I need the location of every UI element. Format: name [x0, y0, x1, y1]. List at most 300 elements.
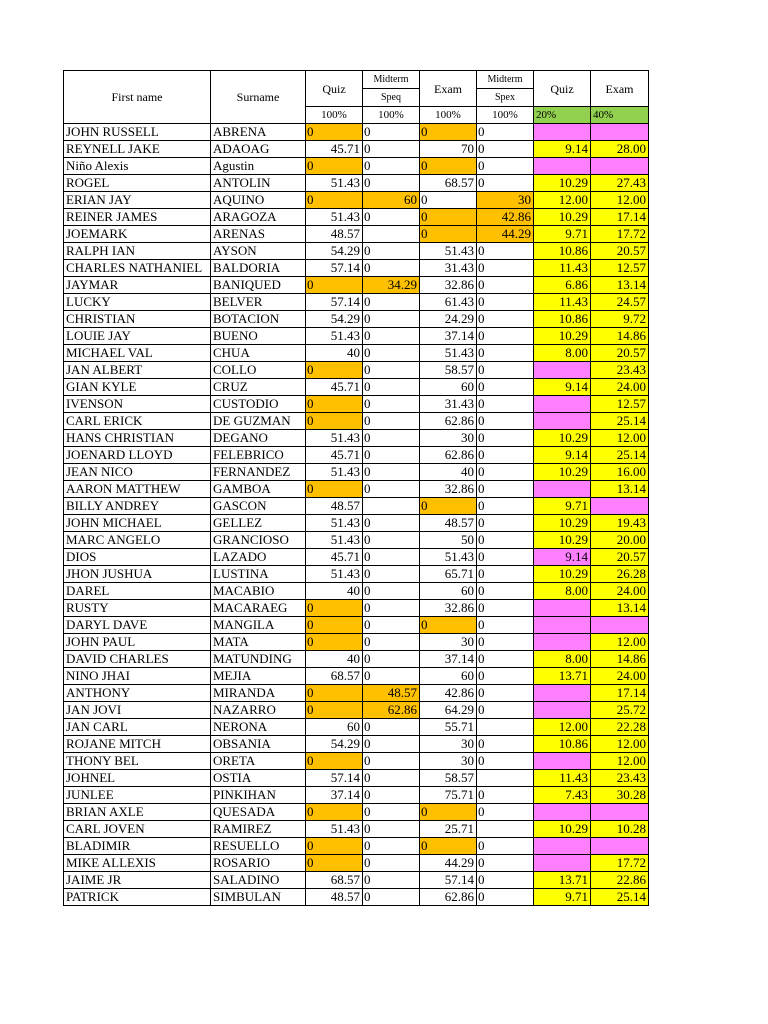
cell-quiz: 48.57	[306, 889, 363, 906]
cell-quiz: 0	[306, 634, 363, 651]
cell-midterm-spex: 30	[477, 192, 534, 209]
cell-exam: 65.71	[420, 566, 477, 583]
cell-quiz: 48.57	[306, 498, 363, 515]
cell-exam: 0	[420, 804, 477, 821]
cell-quiz: 0	[306, 413, 363, 430]
cell-midterm-speq: 48.57	[363, 685, 420, 702]
cell-surname: BELVER	[211, 294, 306, 311]
cell-exam: 62.86	[420, 413, 477, 430]
cell-exam-weighted: 13.14	[591, 600, 649, 617]
cell-midterm-speq: 0	[363, 430, 420, 447]
cell-midterm-speq: 0	[363, 175, 420, 192]
header-midterm-spex-bottom: Spex	[495, 92, 515, 103]
cell-midterm-spex: 0	[477, 413, 534, 430]
cell-surname: Agustin	[211, 158, 306, 175]
cell-first-name: PATRICK	[64, 889, 211, 906]
cell-quiz: 40	[306, 583, 363, 600]
cell-midterm-speq	[363, 498, 420, 515]
cell-midterm-spex: 0	[477, 430, 534, 447]
cell-quiz: 0	[306, 753, 363, 770]
cell-surname: GAMBOA	[211, 481, 306, 498]
cell-midterm-speq: 0	[363, 379, 420, 396]
cell-exam: 44.29	[420, 855, 477, 872]
cell-quiz-weighted	[534, 804, 591, 821]
cell-first-name: JEAN NICO	[64, 464, 211, 481]
cell-first-name: GIAN KYLE	[64, 379, 211, 396]
cell-midterm-speq: 0	[363, 209, 420, 226]
cell-quiz-weighted: 10.29	[534, 532, 591, 549]
table-row	[64, 804, 649, 821]
table-row	[64, 362, 649, 379]
table-row	[64, 651, 649, 668]
cell-first-name: JAN JOVI	[64, 702, 211, 719]
cell-first-name: IVENSON	[64, 396, 211, 413]
cell-midterm-spex: 0	[477, 566, 534, 583]
cell-quiz: 51.43	[306, 515, 363, 532]
cell-quiz-weighted: 9.14	[534, 379, 591, 396]
cell-quiz-weighted: 12.00	[534, 192, 591, 209]
cell-surname: LUSTINA	[211, 566, 306, 583]
table-row	[64, 889, 649, 906]
cell-quiz: 0	[306, 702, 363, 719]
cell-exam: 50	[420, 532, 477, 549]
table-row	[64, 668, 649, 685]
cell-quiz-weighted: 10.29	[534, 209, 591, 226]
cell-midterm-spex: 0	[477, 158, 534, 175]
cell-quiz-weighted: 10.29	[534, 821, 591, 838]
cell-surname: ARAGOZA	[211, 209, 306, 226]
table-row	[64, 515, 649, 532]
header-midterm-spex-top: Midterm	[477, 71, 533, 89]
cell-exam-weighted: 28.00	[591, 141, 649, 158]
cell-midterm-spex: 0	[477, 175, 534, 192]
table-row	[64, 124, 649, 141]
cell-midterm-speq: 62.86	[363, 702, 420, 719]
cell-surname: ADAOAG	[211, 141, 306, 158]
cell-midterm-speq: 60	[363, 192, 420, 209]
cell-midterm-spex: 0	[477, 838, 534, 855]
cell-quiz-weighted: 13.71	[534, 668, 591, 685]
cell-quiz: 68.57	[306, 668, 363, 685]
cell-exam: 51.43	[420, 345, 477, 362]
cell-midterm-spex: 0	[477, 753, 534, 770]
cell-exam: 25.71	[420, 821, 477, 838]
cell-surname: ABRENA	[211, 124, 306, 141]
header-midterm-speq	[363, 71, 420, 107]
table-row	[64, 719, 649, 736]
cell-exam: 60	[420, 379, 477, 396]
table-row	[64, 141, 649, 158]
cell-exam-weighted: 24.57	[591, 294, 649, 311]
table-row	[64, 617, 649, 634]
cell-quiz-weighted	[534, 685, 591, 702]
cell-quiz: 0	[306, 617, 363, 634]
cell-exam-weighted: 12.00	[591, 192, 649, 209]
cell-quiz-weighted: 13.71	[534, 872, 591, 889]
cell-first-name: BRIAN AXLE	[64, 804, 211, 821]
cell-exam-weighted: 12.57	[591, 260, 649, 277]
cell-exam: 0	[420, 617, 477, 634]
cell-exam: 31.43	[420, 396, 477, 413]
cell-quiz: 54.29	[306, 736, 363, 753]
cell-quiz: 0	[306, 192, 363, 209]
cell-first-name: JOENARD LLOYD	[64, 447, 211, 464]
cell-surname: GELLEZ	[211, 515, 306, 532]
cell-midterm-spex: 0	[477, 855, 534, 872]
cell-quiz-weighted: 8.00	[534, 345, 591, 362]
cell-quiz-weighted	[534, 396, 591, 413]
cell-exam-weighted	[591, 838, 649, 855]
cell-quiz-weighted: 12.00	[534, 719, 591, 736]
cell-first-name: JAN ALBERT	[64, 362, 211, 379]
cell-midterm-speq: 0	[363, 311, 420, 328]
cell-first-name: DAVID CHARLES	[64, 651, 211, 668]
cell-first-name: JAYMAR	[64, 277, 211, 294]
cell-surname: BOTACION	[211, 311, 306, 328]
cell-surname: BUENO	[211, 328, 306, 345]
cell-midterm-spex	[477, 719, 534, 736]
table-row	[64, 311, 649, 328]
cell-midterm-speq: 0	[363, 328, 420, 345]
cell-first-name: JAIME JR	[64, 872, 211, 889]
header-midterm-spex	[477, 71, 534, 107]
cell-quiz-weighted: 10.29	[534, 566, 591, 583]
table-row	[64, 379, 649, 396]
pct-quiz-weighted: 20%	[534, 107, 591, 124]
cell-first-name: MIKE ALLEXIS	[64, 855, 211, 872]
table-row	[64, 498, 649, 515]
cell-exam-weighted: 12.57	[591, 396, 649, 413]
cell-exam: 48.57	[420, 515, 477, 532]
cell-midterm-spex: 0	[477, 617, 534, 634]
cell-midterm-speq: 0	[363, 719, 420, 736]
table-row	[64, 294, 649, 311]
cell-quiz-weighted: 8.00	[534, 651, 591, 668]
cell-exam: 51.43	[420, 243, 477, 260]
cell-midterm-spex	[477, 821, 534, 838]
cell-quiz-weighted	[534, 413, 591, 430]
cell-midterm-speq: 0	[363, 770, 420, 787]
cell-first-name: JHON JUSHUA	[64, 566, 211, 583]
cell-midterm-spex: 0	[477, 668, 534, 685]
cell-quiz-weighted: 10.29	[534, 464, 591, 481]
cell-surname: COLLO	[211, 362, 306, 379]
cell-midterm-speq: 34.29	[363, 277, 420, 294]
cell-exam: 68.57	[420, 175, 477, 192]
cell-first-name: JUNLEE	[64, 787, 211, 804]
cell-surname: NERONA	[211, 719, 306, 736]
cell-exam-weighted: 25.72	[591, 702, 649, 719]
cell-midterm-speq: 0	[363, 260, 420, 277]
table-row	[64, 770, 649, 787]
cell-surname: OSTIA	[211, 770, 306, 787]
cell-quiz: 0	[306, 855, 363, 872]
cell-midterm-speq: 0	[363, 787, 420, 804]
cell-first-name: DIOS	[64, 549, 211, 566]
cell-exam: 32.86	[420, 600, 477, 617]
cell-exam-weighted: 10.28	[591, 821, 649, 838]
cell-surname: FERNANDEZ	[211, 464, 306, 481]
table-row	[64, 396, 649, 413]
cell-first-name: NINO JHAI	[64, 668, 211, 685]
cell-quiz: 57.14	[306, 294, 363, 311]
cell-exam: 37.14	[420, 328, 477, 345]
cell-midterm-speq: 0	[363, 158, 420, 175]
cell-midterm-speq: 0	[363, 736, 420, 753]
cell-first-name: CHARLES NATHANIEL	[64, 260, 211, 277]
cell-midterm-spex: 0	[477, 362, 534, 379]
cell-exam: 0	[420, 192, 477, 209]
cell-midterm-speq	[363, 226, 420, 243]
cell-midterm-spex: 0	[477, 736, 534, 753]
table-row	[64, 787, 649, 804]
cell-midterm-speq: 0	[363, 634, 420, 651]
cell-first-name: JOHN RUSSELL	[64, 124, 211, 141]
cell-midterm-speq: 0	[363, 651, 420, 668]
cell-midterm-speq: 0	[363, 583, 420, 600]
cell-exam-weighted: 26.28	[591, 566, 649, 583]
cell-midterm-spex: 44.29	[477, 226, 534, 243]
cell-surname: CRUZ	[211, 379, 306, 396]
cell-midterm-speq: 0	[363, 464, 420, 481]
table-row	[64, 430, 649, 447]
table-row	[64, 855, 649, 872]
cell-quiz: 45.71	[306, 549, 363, 566]
cell-midterm-spex: 0	[477, 549, 534, 566]
cell-midterm-spex: 0	[477, 498, 534, 515]
cell-quiz-weighted: 9.71	[534, 889, 591, 906]
cell-quiz: 37.14	[306, 787, 363, 804]
header-row	[64, 71, 649, 107]
cell-first-name: MICHAEL VAL	[64, 345, 211, 362]
cell-exam-weighted	[591, 158, 649, 175]
cell-exam-weighted: 23.43	[591, 362, 649, 379]
table-row	[64, 600, 649, 617]
cell-quiz: 51.43	[306, 328, 363, 345]
cell-exam: 30	[420, 634, 477, 651]
table-row	[64, 277, 649, 294]
cell-surname: PINKIHAN	[211, 787, 306, 804]
cell-first-name: RUSTY	[64, 600, 211, 617]
cell-midterm-spex: 0	[477, 447, 534, 464]
cell-surname: ARENAS	[211, 226, 306, 243]
cell-exam-weighted: 14.86	[591, 328, 649, 345]
cell-exam-weighted: 25.14	[591, 447, 649, 464]
cell-midterm-speq: 0	[363, 753, 420, 770]
cell-midterm-spex: 0	[477, 396, 534, 413]
cell-first-name: CARL ERICK	[64, 413, 211, 430]
cell-exam: 0	[420, 158, 477, 175]
cell-exam-weighted: 27.43	[591, 175, 649, 192]
cell-midterm-spex: 0	[477, 345, 534, 362]
cell-midterm-spex: 0	[477, 294, 534, 311]
cell-quiz: 40	[306, 651, 363, 668]
cell-exam: 57.14	[420, 872, 477, 889]
cell-surname: LAZADO	[211, 549, 306, 566]
grade-sheet-table	[63, 70, 649, 906]
header-exam: Exam	[420, 71, 477, 107]
cell-first-name: BLADIMIR	[64, 838, 211, 855]
cell-midterm-speq: 0	[363, 124, 420, 141]
cell-quiz: 0	[306, 362, 363, 379]
cell-quiz-weighted: 11.43	[534, 770, 591, 787]
cell-quiz-weighted: 11.43	[534, 294, 591, 311]
header-first-name: First name	[64, 71, 211, 124]
cell-quiz: 40	[306, 345, 363, 362]
cell-exam: 31.43	[420, 260, 477, 277]
cell-exam-weighted: 17.72	[591, 226, 649, 243]
cell-midterm-spex: 0	[477, 634, 534, 651]
table-row	[64, 634, 649, 651]
table-row	[64, 413, 649, 430]
cell-quiz: 57.14	[306, 260, 363, 277]
cell-quiz: 45.71	[306, 141, 363, 158]
table-row	[64, 583, 649, 600]
cell-surname: MANGILA	[211, 617, 306, 634]
cell-exam: 51.43	[420, 549, 477, 566]
cell-first-name: DAREL	[64, 583, 211, 600]
cell-exam-weighted: 14.86	[591, 651, 649, 668]
cell-surname: MACARAEG	[211, 600, 306, 617]
cell-midterm-spex: 42.86	[477, 209, 534, 226]
cell-quiz-weighted	[534, 124, 591, 141]
cell-quiz-weighted	[534, 855, 591, 872]
cell-quiz-weighted: 8.00	[534, 583, 591, 600]
cell-quiz-weighted	[534, 481, 591, 498]
cell-midterm-speq: 0	[363, 362, 420, 379]
cell-quiz: 48.57	[306, 226, 363, 243]
cell-midterm-spex: 0	[477, 872, 534, 889]
cell-quiz-weighted: 9.71	[534, 498, 591, 515]
cell-midterm-speq: 0	[363, 294, 420, 311]
cell-exam-weighted: 12.00	[591, 736, 649, 753]
cell-midterm-spex: 0	[477, 804, 534, 821]
cell-quiz-weighted	[534, 753, 591, 770]
cell-midterm-speq: 0	[363, 481, 420, 498]
cell-quiz: 0	[306, 804, 363, 821]
cell-quiz: 0	[306, 158, 363, 175]
cell-exam-weighted: 12.00	[591, 430, 649, 447]
cell-first-name: HANS CHRISTIAN	[64, 430, 211, 447]
pct-exam-weighted: 40%	[591, 107, 649, 124]
cell-first-name: DARYL DAVE	[64, 617, 211, 634]
cell-exam-weighted: 13.14	[591, 277, 649, 294]
cell-exam: 62.86	[420, 889, 477, 906]
cell-exam: 61.43	[420, 294, 477, 311]
cell-surname: BALDORIA	[211, 260, 306, 277]
cell-surname: MATUNDING	[211, 651, 306, 668]
cell-first-name: LUCKY	[64, 294, 211, 311]
cell-exam: 58.57	[420, 362, 477, 379]
cell-midterm-speq: 0	[363, 838, 420, 855]
cell-midterm-speq: 0	[363, 566, 420, 583]
cell-midterm-speq: 0	[363, 141, 420, 158]
cell-midterm-speq: 0	[363, 243, 420, 260]
cell-surname: BANIQUED	[211, 277, 306, 294]
cell-exam-weighted: 17.72	[591, 855, 649, 872]
cell-surname: SALADINO	[211, 872, 306, 889]
cell-quiz: 51.43	[306, 464, 363, 481]
cell-midterm-spex: 0	[477, 277, 534, 294]
cell-midterm-spex: 0	[477, 141, 534, 158]
cell-first-name: JAN CARL	[64, 719, 211, 736]
cell-exam-weighted	[591, 498, 649, 515]
cell-quiz: 0	[306, 600, 363, 617]
cell-quiz-weighted	[534, 158, 591, 175]
cell-surname: ROSARIO	[211, 855, 306, 872]
cell-surname: DE GUZMAN	[211, 413, 306, 430]
cell-exam-weighted: 25.14	[591, 889, 649, 906]
cell-midterm-speq: 0	[363, 600, 420, 617]
cell-first-name: LOUIE JAY	[64, 328, 211, 345]
cell-first-name: RALPH IAN	[64, 243, 211, 260]
cell-exam-weighted: 19.43	[591, 515, 649, 532]
cell-quiz-weighted	[534, 600, 591, 617]
cell-quiz-weighted: 9.14	[534, 141, 591, 158]
cell-exam: 32.86	[420, 277, 477, 294]
cell-quiz: 0	[306, 685, 363, 702]
table-row	[64, 209, 649, 226]
cell-first-name: ERIAN JAY	[64, 192, 211, 209]
cell-first-name: REYNELL JAKE	[64, 141, 211, 158]
cell-first-name: CHRISTIAN	[64, 311, 211, 328]
cell-midterm-spex: 0	[477, 889, 534, 906]
cell-surname: AQUINO	[211, 192, 306, 209]
cell-midterm-spex: 0	[477, 515, 534, 532]
cell-quiz: 0	[306, 396, 363, 413]
cell-surname: RAMIREZ	[211, 821, 306, 838]
cell-exam: 0	[420, 498, 477, 515]
cell-surname: GRANCIOSO	[211, 532, 306, 549]
cell-midterm-spex: 0	[477, 532, 534, 549]
cell-first-name: MARC ANGELO	[64, 532, 211, 549]
cell-exam-weighted: 20.57	[591, 345, 649, 362]
table-row	[64, 685, 649, 702]
table-row	[64, 821, 649, 838]
cell-midterm-speq: 0	[363, 804, 420, 821]
cell-midterm-speq: 0	[363, 447, 420, 464]
cell-quiz-weighted	[534, 362, 591, 379]
table-row	[64, 447, 649, 464]
cell-midterm-spex: 0	[477, 328, 534, 345]
cell-quiz: 54.29	[306, 243, 363, 260]
cell-surname: SIMBULAN	[211, 889, 306, 906]
cell-midterm-speq: 0	[363, 889, 420, 906]
pct-quiz: 100%	[306, 107, 363, 124]
cell-midterm-spex: 0	[477, 481, 534, 498]
cell-midterm-speq: 0	[363, 668, 420, 685]
cell-quiz: 68.57	[306, 872, 363, 889]
cell-surname: AYSON	[211, 243, 306, 260]
cell-exam: 30	[420, 753, 477, 770]
cell-exam-weighted: 9.72	[591, 311, 649, 328]
cell-quiz: 51.43	[306, 209, 363, 226]
cell-quiz: 45.71	[306, 447, 363, 464]
cell-quiz: 57.14	[306, 770, 363, 787]
table-row	[64, 736, 649, 753]
cell-first-name: BILLY ANDREY	[64, 498, 211, 515]
cell-midterm-spex: 0	[477, 311, 534, 328]
cell-midterm-speq: 0	[363, 821, 420, 838]
pct-spex: 100%	[477, 107, 534, 124]
cell-midterm-spex: 0	[477, 702, 534, 719]
cell-exam-weighted: 22.28	[591, 719, 649, 736]
cell-first-name: JOHN PAUL	[64, 634, 211, 651]
table-row	[64, 549, 649, 566]
cell-exam-weighted: 24.00	[591, 583, 649, 600]
cell-surname: MIRANDA	[211, 685, 306, 702]
cell-midterm-speq: 0	[363, 617, 420, 634]
